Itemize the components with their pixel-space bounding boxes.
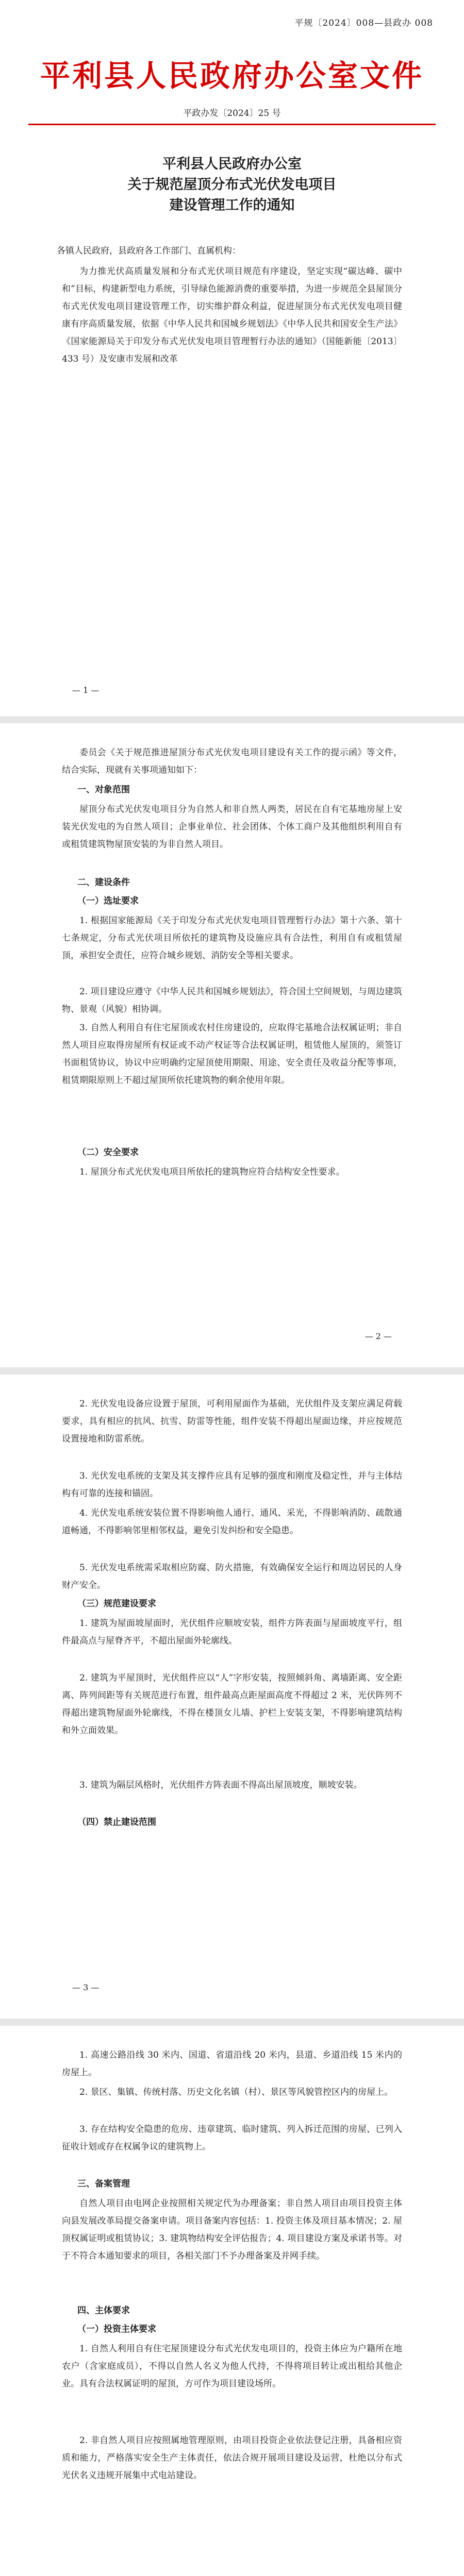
paragraph: 2. 光伏发电设备应设置于屋顶，可利用屋面作为基础，光伏组件及支架应满足荷载要求，具有相应的抗风、抗雪、防雷等性能，组件安装不得超出屋面边缘，并应按规范设置接地和防雷系统。 <box>62 1399 402 1444</box>
page-4 <box>0 2026 464 2576</box>
paragraph: 1. 高速公路沿线 30 米内、国道、省道沿线 20 米内，县道、乡道沿线 15 米内的房屋上。 <box>62 2050 402 2078</box>
title-line-3: 建设管理工作的通知 <box>169 197 295 213</box>
paragraph: 5. 光伏发电系统需采取相应防腐、防火措施，有效确保安全运行和周边居民的人身财产安全。 <box>62 1563 402 1590</box>
paragraph: 4. 光伏发电系统安装位置不得影响他人通行、通风、采光，不得影响消防、疏散通道畅通，不得影响邻里相邻权益，避免引发纠纷和安全隐患。 <box>62 1508 402 1536</box>
file-number: 平政办发〔2024〕25 号 <box>183 108 281 118</box>
paragraph: 屋顶分布式光伏发电项目分为自然人和非自然人两类，居民在自有宅基地房屋上安装光伏发电的为自然人项目；企事业单位、社会团体、个体工商户及其他组织利用自有或租赁建筑物屋顶安装的为非自然人项目。 <box>62 804 402 850</box>
page-number: — 3 — <box>72 1982 100 1992</box>
paragraph: 1. 自然人利用自有住宅屋顶建设分布式光伏发电项目的，投资主体应为户籍所在地农户（含家庭成员），不得以自然人名义为他人代持，不得将项目转让或出租给其他企业。具有合法权属证明的屋顶，方可作为项目建设场所。 <box>62 2344 402 2389</box>
section-heading: 三、备案管理 <box>77 2179 130 2189</box>
paragraph: 3. 建筑为隔层风格时，光伏组件方阵表面不得高出屋顶坡度，顺坡安装。 <box>79 1780 362 1790</box>
paragraph: 委员会《关于规范推进屋顶分布式光伏发电项目建设有关工作的提示函》等文件，结合实际，现就有关事项通知如下： <box>62 748 402 775</box>
section-heading: 二、建设条件 <box>77 877 130 888</box>
page-2 <box>0 723 464 1367</box>
subsection-heading: （一）投资主体要求 <box>77 2324 156 2334</box>
subsection-heading: （四）禁止建设范围 <box>77 1817 156 1827</box>
paragraph: 2. 建筑为平屋顶时，光伏组件应以“人”字形安装，按照倾斜角、离墙距离、安全距离、阵列间距等有关规范进行布置，组件最高点距屋面高度不得超过 2 米，光伏阵列不得超出建筑物屋面外轮廓线，不得在楼顶女儿墙、护栏上安装支架，不得影响建筑结构和外立面效果。 <box>62 1673 402 1736</box>
page-gap <box>0 716 464 723</box>
paragraph: 为力推光伏高质量发展和分布式光伏项目规范有序建设，坚定实现“碳达峰、碳中和”目标，构建新型电力系统，引导绿色能源消费的重要举措，为进一步规范全县屋顶分布式光伏发电项目建设管理工作，切实维护群众利益，促进屋顶分布式光伏发电项目健康有序高质量发展，依据《中华人民共和国城乡规划法》《中华人民共和国安全生产法》《国家能源局关于印发分布式光伏发电项目管理暂行办法的通知》（国能新能〔2013〕433 号）及安康市发展和改革 <box>62 266 402 364</box>
paragraph: 3. 存在结构安全隐患的危房、违章建筑、临时建筑、列入拆迁范围的房屋、已列入征收计划或存在权属争议的建筑物上。 <box>62 2124 402 2152</box>
paragraph: 1. 根据国家能源局《关于印发分布式光伏发电项目管理暂行办法》第十六条、第十七条规定，分布式光伏项目所依托的建筑物及设施应具有合法性，利用自有或租赁屋顶，承担安全责任，应符合城乡规划、消防安全等相关要求。 <box>62 916 402 961</box>
paragraph: 1. 建筑为屋面坡屋面时，光伏组件应顺坡安装，组件方阵表面与屋面坡度平行，组件最高点与屋脊齐平，不超出屋面外轮廓线。 <box>62 1618 402 1646</box>
page-1 <box>0 0 464 716</box>
subsection-heading: （一）选址要求 <box>77 896 139 906</box>
paragraph: 2. 非自然人项目应按照属地管理原则，由项目投资企业依法登记注册，具备相应资质和能力，严格落实安全生产主体责任，依法合规开展项目建设及运营，杜绝以分布式光伏名义违规开展集中式电站建设。 <box>62 2435 402 2481</box>
page-number: — 2 — <box>364 1331 392 1341</box>
section-heading: 四、主体要求 <box>77 2306 130 2316</box>
red-divider <box>28 124 436 125</box>
section-heading: 一、对象范围 <box>77 785 130 795</box>
paragraph: 2. 项目建设应遵守《中华人民共和国城乡规划法》，符合国土空间规划，与周边建筑物、景观（风貌）相协调。 <box>62 987 402 1014</box>
salutation: 各镇人民政府，县政府各工作部门、直属机构： <box>57 246 241 256</box>
page-number: — 1 — <box>72 685 100 695</box>
page-gap <box>0 1367 464 1375</box>
doc-code: 平规〔2024〕008—县政办 008 <box>294 18 433 28</box>
paragraph: 自然人项目由电网企业按照相关规定代为办理备案；非自然人项目由项目投资主体向县发展改革局提交备案申请。项目备案内容包括：1. 投资主体及项目基本情况；2. 屋顶权属证明或租赁协议；3. 建筑物结构安全评估报告；4. 项目建设方案及承诺书等。对于不符合本通知要求的项目，各相关部门不予办理备案及并网手续。 <box>62 2198 402 2261</box>
title-line-2: 关于规范屋顶分布式光伏发电项目 <box>127 177 337 193</box>
page-gap <box>0 2019 464 2026</box>
subsection-heading: （三）规范建设要求 <box>77 1599 156 1609</box>
subsection-heading: （二）安全要求 <box>77 1147 139 1158</box>
paragraph: 3. 光伏发电系统的支架及其支撑件应具有足够的强度和刚度及稳定性，并与主体结构有可靠的连接和锚固。 <box>62 1471 402 1499</box>
paragraph: 2. 景区、集镇、传统村落、历史文化名镇（村）、景区等风貌管控区内的房屋上。 <box>79 2087 393 2097</box>
paragraph: 3. 自然人利用自有住宅屋顶或农村住房建设的，应取得宅基地合法权属证明；非自然人项目应取得房屋所有权证或不动产权证等合法权属证明，租赁他人屋顶的，须签订书面租赁协议，协议中应明确约定屋顶使用期限、用途、安全责任及收益分配等事项，租赁期限原则上不超过屋顶所依托建筑物的剩余使用年限。 <box>62 1023 402 1086</box>
paragraph: 1. 屋顶分布式光伏发电项目所依托的建筑物应符合结构安全性要求。 <box>79 1167 345 1177</box>
org-title: 平利县人民政府办公室文件 <box>40 58 424 93</box>
title-line-1: 平利县人民政府办公室 <box>162 156 302 172</box>
page-3 <box>0 1375 464 2019</box>
